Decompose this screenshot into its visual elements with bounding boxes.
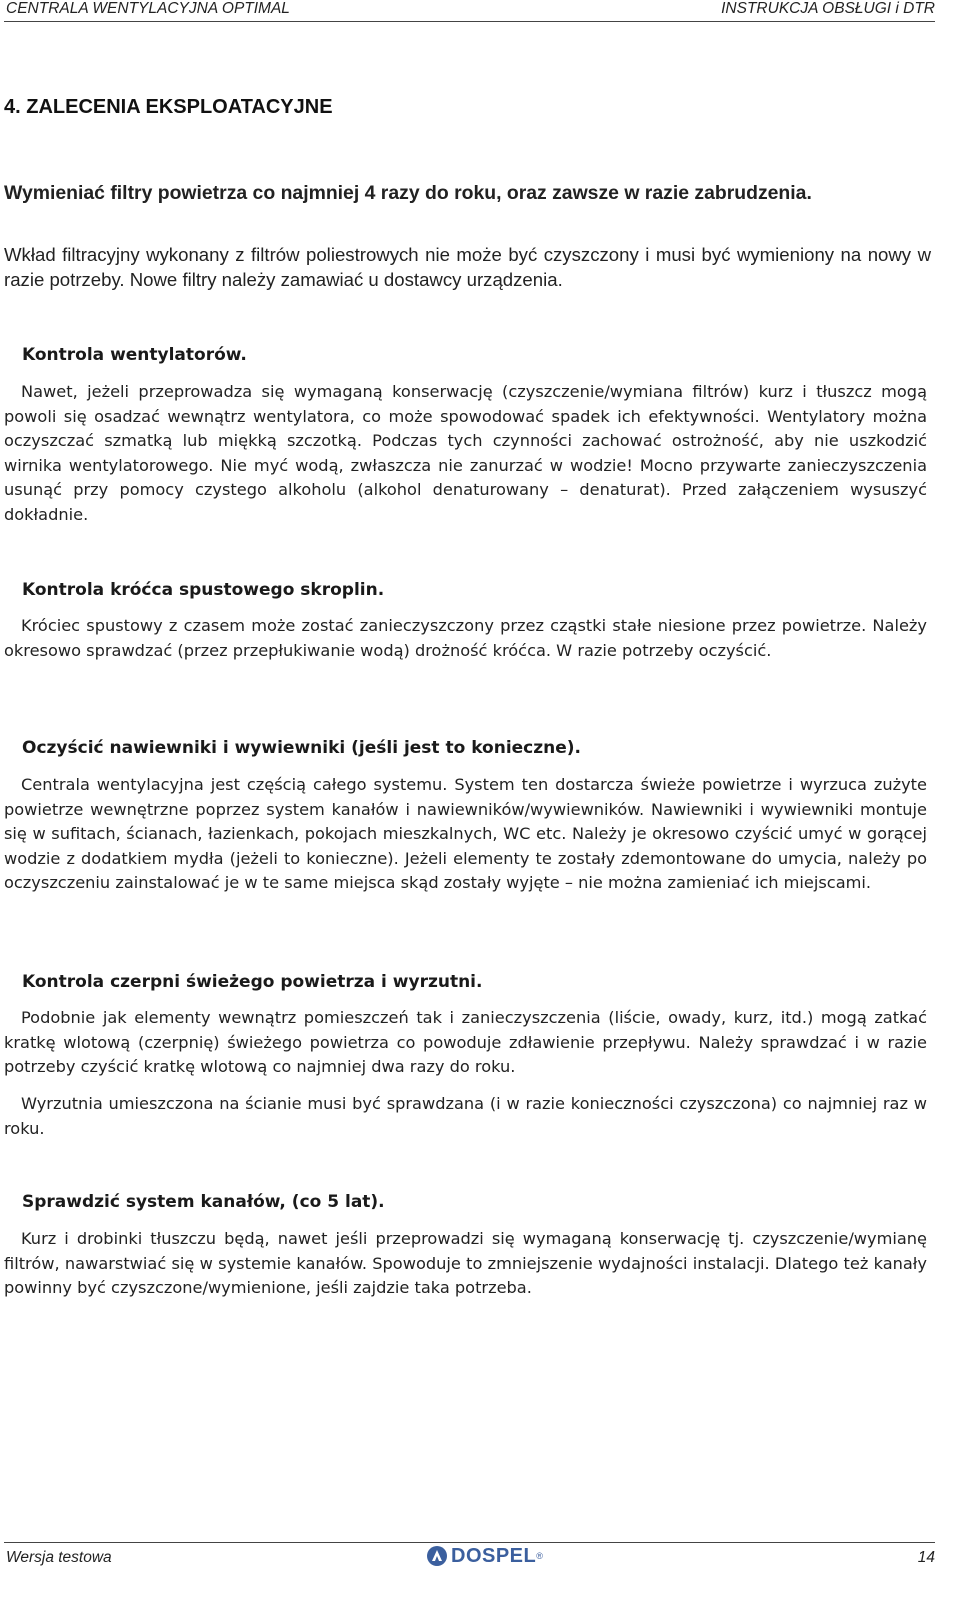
section-paragraph-drain: Króciec spustowy z czasem może zostać zanieczyszczony przez cząstki stałe niesione przez powietrze. Należy okresowo sprawdzać (przez przepłukiwanie wodą) drożność króćca. W razie potrzeby oczyścić. [4,616,927,660]
section-heading-intake: Kontrola czerpni świeżego powietrza i wyrzutni. [22,972,483,992]
footer-version: Wersja testowa [6,1549,112,1566]
dospel-logo-mark-icon [426,1545,448,1567]
header-left-title: CENTRALA WENTYLACYJNA OPTIMAL [6,0,290,17]
page-number: 14 [917,1549,935,1566]
logo-wordmark: DOSPEL [451,1544,537,1567]
section-heading-ducts: Sprawdzić system kanałów, (co 5 lat). [22,1192,385,1212]
section-paragraph-intake-1: Podobnie jak elementy wewnątrz pomieszczeń tak i zanieczyszczenia (liście, owady, kurz, itd.) mogą zatkać kratkę wlotową (czerpnię) świeżego powietrza co powoduje zdławienie przepływu. Należy sprawdzać i w razie potrzeby czyścić kratkę wlotową co najmniej dwa razy do roku. [4,1008,927,1077]
section-heading-drain: Kontrola króćca spustowego skroplin. [22,580,385,600]
section-heading-fans: Kontrola wentylatorów. [22,345,247,365]
chapter-title: 4. ZALECENIA EKSPLOATACYJNE [4,96,333,118]
section-paragraph-diffusers: Centrala wentylacyjna jest częścią całego systemu. System ten dostarcza świeże powietrze i wyrzuca zużyte powietrze wewnętrzne poprzez system kanałów i nawiewników/wywiewników. Nawiewniki i wywiewniki montuje się w sufitach, ścianach, łazienkach, pokojach mieszkalnych, WC etc. Należy je okresowo czyścić umyć w gorącej wodzie z dodatkiem mydła (jeżeli to konieczne). Jeżeli elementy te zostały zdemontowane do umycia, należy po oczyszczeniu zainstalować je w te same miejsca skąd zostały wyjęte – nie można zamieniać ich miejscami. [4,775,927,893]
section-paragraph-ducts: Kurz i drobinki tłuszczu będą, nawet jeśli przeprowadzi się wymaganą konserwację tj. czyszczenie/wymianę filtrów, nawarstwiać się w systemie kanałów. Spowoduje to zmniejszenie wydajności instalacji. Dlatego też kanały powinny być czyszczone/wymienione, jeśli zajdzie taka potrzeba. [4,1229,927,1298]
page-header [4,0,935,22]
section-paragraph-intake-2: Wyrzutnia umieszczona na ścianie musi być sprawdzana (i w razie konieczności czyszczona) co najmniej raz w roku. [4,1094,927,1138]
logo-registered-mark: ® [536,1551,543,1561]
dospel-logo [426,1544,543,1568]
intro-bold-line: Wymieniać filtry powietrza co najmniej 4 razy do roku, oraz zawsze w razie zabrudzenia. [4,182,812,204]
header-right-title: INSTRUKCJA OBSŁUGI i DTR [721,0,935,17]
page-footer [4,1542,935,1569]
section-paragraph-fans: Nawet, jeżeli przeprowadza się wymaganą konserwację (czyszczenie/wymiana filtrów) kurz i tłuszcz mogą powoli się osadzać wewnątrz wentylatora, co może spowodować spadek ich efektywności. Wentylatory można oczyszczać szmatką lub miękką szczotką. Podczas tych czynności zachować ostrożność, aby nie uszkodzić wirnika wentylatorowego. Nie myć wodą, zwłaszcza nie zanurzać w wodzie! Mocno przywarte zanieczyszczenia usunąć przy pomocy czystego alkoholu (alkohol denaturowany – denaturat). Przed załączeniem wysuszyć dokładnie. [4,382,927,524]
intro-text: Wkład filtracyjny wykonany z filtrów poliestrowych nie może być czyszczony i musi być wymieniony na nowy w razie potrzeby. Nowe filtry należy zamawiać u dostawcy urządzenia. [4,244,931,291]
section-heading-diffusers: Oczyścić nawiewniki i wywiewniki (jeśli jest to konieczne). [22,738,582,758]
